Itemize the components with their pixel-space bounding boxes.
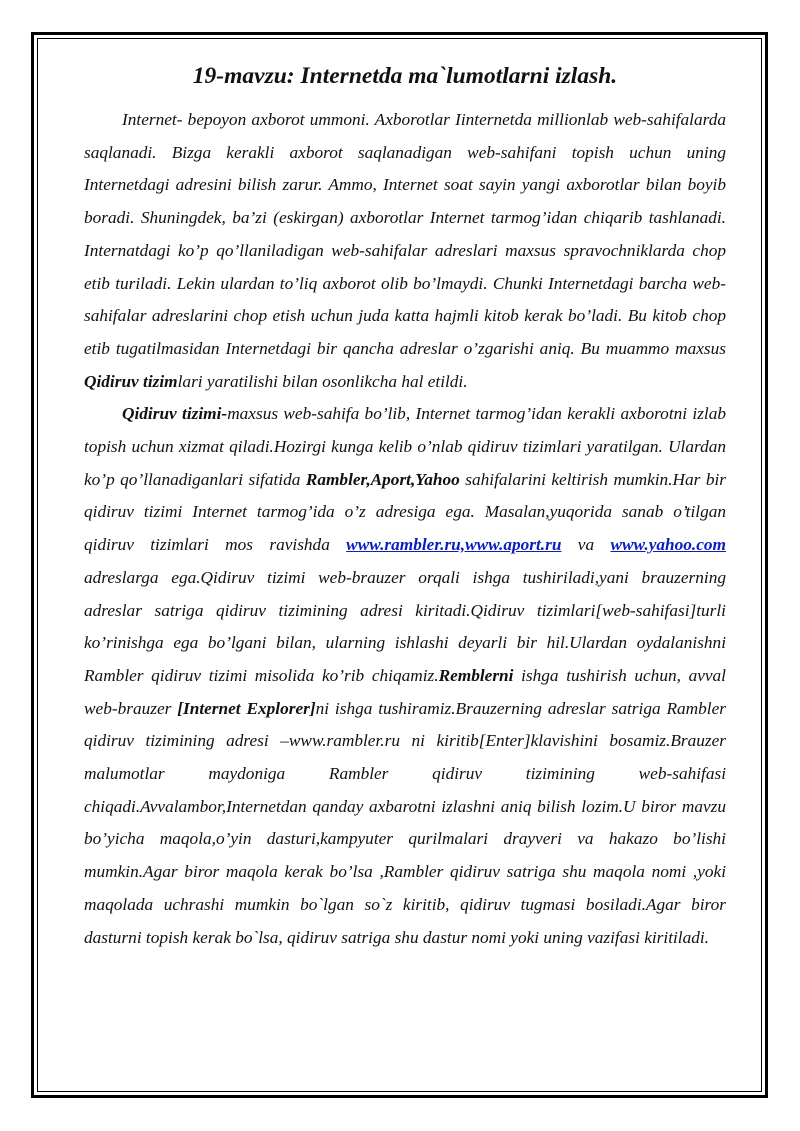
paragraph-2-text-j: ni ishga tushiramiz.Brauzerning adreslar satriga Rambler qidiruv tizimining adresi –www.rambler.ru ni kiritib[Enter]klavishini bosamiz.Brauzer malumotlar maydoniga Rambler qidiruv tizimining web-sahifasi chiqadi.Avvalambor,Internetdan qanday axbarotni izlashni aniq bilish lozim.U biror mavzu bo’yicha maqola,o’yin dasturi,kampyuter qurilmalari drayveri va hakazo bo’lishi mumkin.Agar biror maqola kerak bo’lsa ,Rambler qidiruv satriga shu maqola nomi ,yoki maqolada uchrashi mumkin bo`lgan so`z kiritib, qidiruv tugmasi bosiladi.Agar biror dasturni topish kerak bo`lsa, qidiruv satriga shu dastur nomi yoki uning vazifasi kiritiladi.	[84, 698, 726, 947]
page-title: 19-mavzu: Internetda ma`lumotlarni izlash.	[192, 63, 618, 89]
rambler-aport-link[interactable]: www.rambler.ru,www.aport.ru	[346, 535, 562, 555]
paragraph-1-text-a: Internet- bepoyon axborot ummoni. Axborotlar Iinternetda millionlab web-sahifalarda saqlanadi. Bizga kerakli axborot saqlanadigan web-sahifani topish uchun uning Internetdagi adresini bilish zarur. Ammo, Internet soat sayin yangi axborotlar bilan boyib boradi. Shuningdek, ba’zi (eskirgan) axborotlar Internet tarmog’idan chiqarib tashlanadi. Internatdagi ko’p qo’llaniladigan web-sahifalar adreslari maxsus spravochniklarda chop etib turiladi. Lekin ulardan to’liq axborot olib bo’lmaydi. Chunki Internetdagi barcha web-sahifalar adreslarini chop etish uchun juda katta hajmli kitob kerak bo’ladi. Bu kitob chop etib tugatilmasidan Internetdagi bir qancha adreslar o’zgarishi aniq. Bu muammo maxsus	[84, 110, 726, 358]
internet-explorer-bold: [Internet Explorer]	[177, 698, 316, 718]
paragraph-2-text-e: va	[561, 535, 611, 555]
paragraph-2-bold-term: Qidiruv tizimi-	[122, 404, 228, 424]
document-body	[84, 58, 726, 954]
paragraph-1-bold-term: Qidiruv tizim	[84, 371, 178, 391]
paragraph-2-text-h: ishga tushirish uchun, avval web-brauzer	[84, 665, 726, 718]
paragraph-2-text-b: maxsus web-sahifa bo’lib, Internet tarmog’idan kerakli axborotni izlab topish uchun xizmat qiladi.Hozirgi kunga kelib o’nlab qidiruv tizimlari yaratilgan. Ulardan ko’p qo’llanadiganlari sifatida	[84, 404, 726, 489]
search-engines-bold: Rambler,Aport,Yahoo	[305, 469, 460, 489]
paragraph-2-text-f: adreslarga ega.Qidiruv tizimi web-brauzer orqali ishga tushiriladi,yani brauzerning adreslar satriga qidiruv tizimining adresi kiritadi.Qidiruv tizimlari[web-sahifasi]turli ko’rinishga ega bo’lgani bilan, ularning ishlashi deyarli bir hil.Ulardan oydalanishni Rambler qidiruv tizimi misolida ko’rib chiqamiz.	[84, 567, 726, 685]
yahoo-link[interactable]: www.yahoo.com	[610, 535, 726, 555]
rembler-bold: Remblerni	[438, 665, 514, 685]
paragraph-2	[84, 398, 726, 954]
paragraph-2-text-d: sahifalarini keltirish mumkin.Har bir qidiruv tizimi Internet tarmog’ida o’z adresiga ega. Masalan,yuqorida sanab o’tilgan qidiruv tizimlari mos ravishda	[84, 469, 726, 555]
paragraph-1-text-c: lari yaratilishi bilan osonlikcha hal etildi.	[177, 371, 468, 391]
paragraph-1	[84, 104, 726, 398]
